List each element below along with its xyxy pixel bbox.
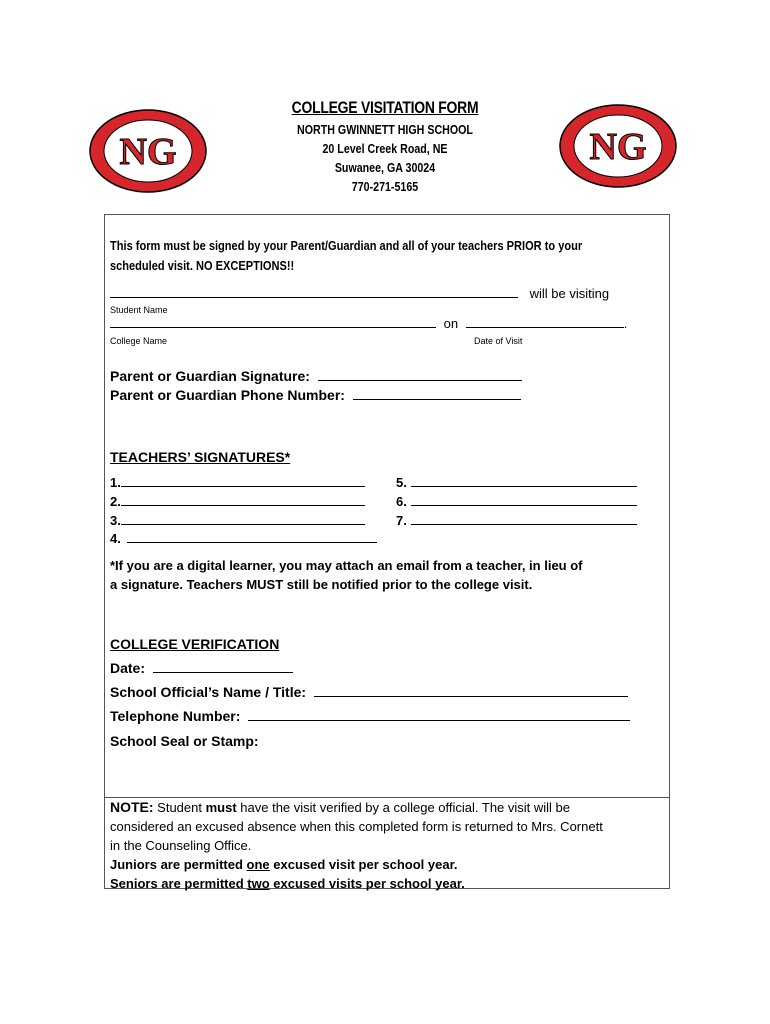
teacher-row-1 xyxy=(110,475,365,490)
teacher-signature-field[interactable] xyxy=(121,505,365,506)
juniors-count: one xyxy=(246,857,270,872)
official-row xyxy=(110,684,628,700)
teacher-number: 1. xyxy=(110,475,121,490)
teacher-row-6 xyxy=(396,494,637,509)
form-title: COLLEGE VISITATION FORM xyxy=(291,98,479,117)
date-of-visit-field[interactable] xyxy=(466,327,624,328)
student-name-field[interactable] xyxy=(110,297,518,298)
teacher-row-2 xyxy=(110,494,365,509)
teacher-row-3 xyxy=(110,513,365,528)
seniors-text: Seniors are permitted xyxy=(110,876,248,891)
note-label: NOTE: xyxy=(110,799,154,815)
school-street: 20 Level Creek Road, NE xyxy=(322,141,448,156)
seniors-line xyxy=(110,874,603,893)
note-text: Student xyxy=(153,800,206,815)
teacher-signature-field[interactable] xyxy=(121,524,365,525)
college-name-field[interactable] xyxy=(110,327,436,328)
teacher-number: 4. xyxy=(110,531,121,546)
telephone-row xyxy=(110,708,630,724)
school-name: NORTH GWINNETT HIGH SCHOOL xyxy=(297,122,473,137)
teacher-number: 3. xyxy=(110,513,121,528)
college-row xyxy=(110,316,627,331)
juniors-line xyxy=(110,855,603,874)
note-text: have the visit verified by a college official. The visit will be xyxy=(236,800,571,815)
seal-area[interactable] xyxy=(110,754,650,792)
juniors-text: Juniors are permitted xyxy=(110,857,247,872)
verification-date-row xyxy=(110,660,293,676)
student-name-label: Student Name xyxy=(110,305,168,315)
telephone-field[interactable] xyxy=(248,720,630,721)
teacher-row-4 xyxy=(110,531,377,546)
teacher-number: 7. xyxy=(396,513,407,528)
teacher-number: 5. xyxy=(396,475,407,490)
teachers-heading: TEACHERS’ SIGNATURES* xyxy=(110,449,291,465)
verification-date-field[interactable] xyxy=(153,672,293,673)
teacher-signature-field[interactable] xyxy=(127,542,377,543)
instructions-line-2: scheduled visit. NO EXCEPTIONS!! xyxy=(110,258,295,273)
digital-learner-note xyxy=(110,556,583,594)
teacher-row-5 xyxy=(396,475,637,490)
school-phone: 770-271-5165 xyxy=(351,179,419,194)
seniors-text: excused visits per school year. xyxy=(269,876,465,891)
note-line-3: in the Counseling Office. xyxy=(110,838,252,853)
date-of-visit-label: Date of Visit xyxy=(474,336,523,346)
official-field[interactable] xyxy=(314,696,628,697)
logo-lettering: NG xyxy=(119,131,177,173)
verification-date-label: Date: xyxy=(110,660,146,676)
telephone-label: Telephone Number: xyxy=(110,708,241,724)
official-label: School Official’s Name / Title: xyxy=(110,684,307,700)
teacher-signature-field[interactable] xyxy=(121,486,365,487)
note-must: must xyxy=(205,800,237,815)
digital-learner-note-line-2: a signature. Teachers MUST still be notified prior to the college visit. xyxy=(110,577,533,592)
instructions xyxy=(110,236,654,276)
parent-signature-field[interactable] xyxy=(318,380,522,381)
verification-heading: COLLEGE VERIFICATION xyxy=(110,636,280,652)
period-text: . xyxy=(623,316,628,331)
on-text: on xyxy=(443,316,459,331)
will-be-visiting-text: will be visiting xyxy=(529,286,610,301)
instructions-line-1: This form must be signed by your Parent/Guardian and all of your teachers PRIOR to your xyxy=(110,238,583,253)
seniors-count: two xyxy=(247,876,270,891)
seal-label: School Seal or Stamp: xyxy=(110,733,259,749)
form-header xyxy=(0,96,770,196)
teacher-signature-field[interactable] xyxy=(411,524,637,525)
note-line-1 xyxy=(110,798,603,817)
teacher-row-7 xyxy=(396,513,637,528)
teacher-signature-field[interactable] xyxy=(411,505,637,506)
student-row xyxy=(110,286,609,301)
school-city: Suwanee, GA 30024 xyxy=(334,160,436,175)
note-line-2: considered an excused absence when this completed form is returned to Mrs. Cornett xyxy=(110,819,603,834)
teacher-number: 2. xyxy=(110,494,121,509)
digital-learner-note-line-1: *If you are a digital learner, you may attach an email from a teacher, in lieu of xyxy=(110,558,583,573)
parent-phone-field[interactable] xyxy=(353,399,521,400)
teacher-signature-field[interactable] xyxy=(411,486,637,487)
teacher-number: 6. xyxy=(396,494,407,509)
parent-phone-row xyxy=(110,387,521,403)
parent-signature-label: Parent or Guardian Signature: xyxy=(110,368,310,384)
juniors-text: excused visit per school year. xyxy=(269,857,458,872)
logo-lettering: NG xyxy=(589,126,647,168)
note-section xyxy=(110,798,603,893)
parent-signature-row xyxy=(110,368,522,384)
college-name-label: College Name xyxy=(110,336,168,346)
parent-phone-label: Parent or Guardian Phone Number: xyxy=(110,387,345,403)
